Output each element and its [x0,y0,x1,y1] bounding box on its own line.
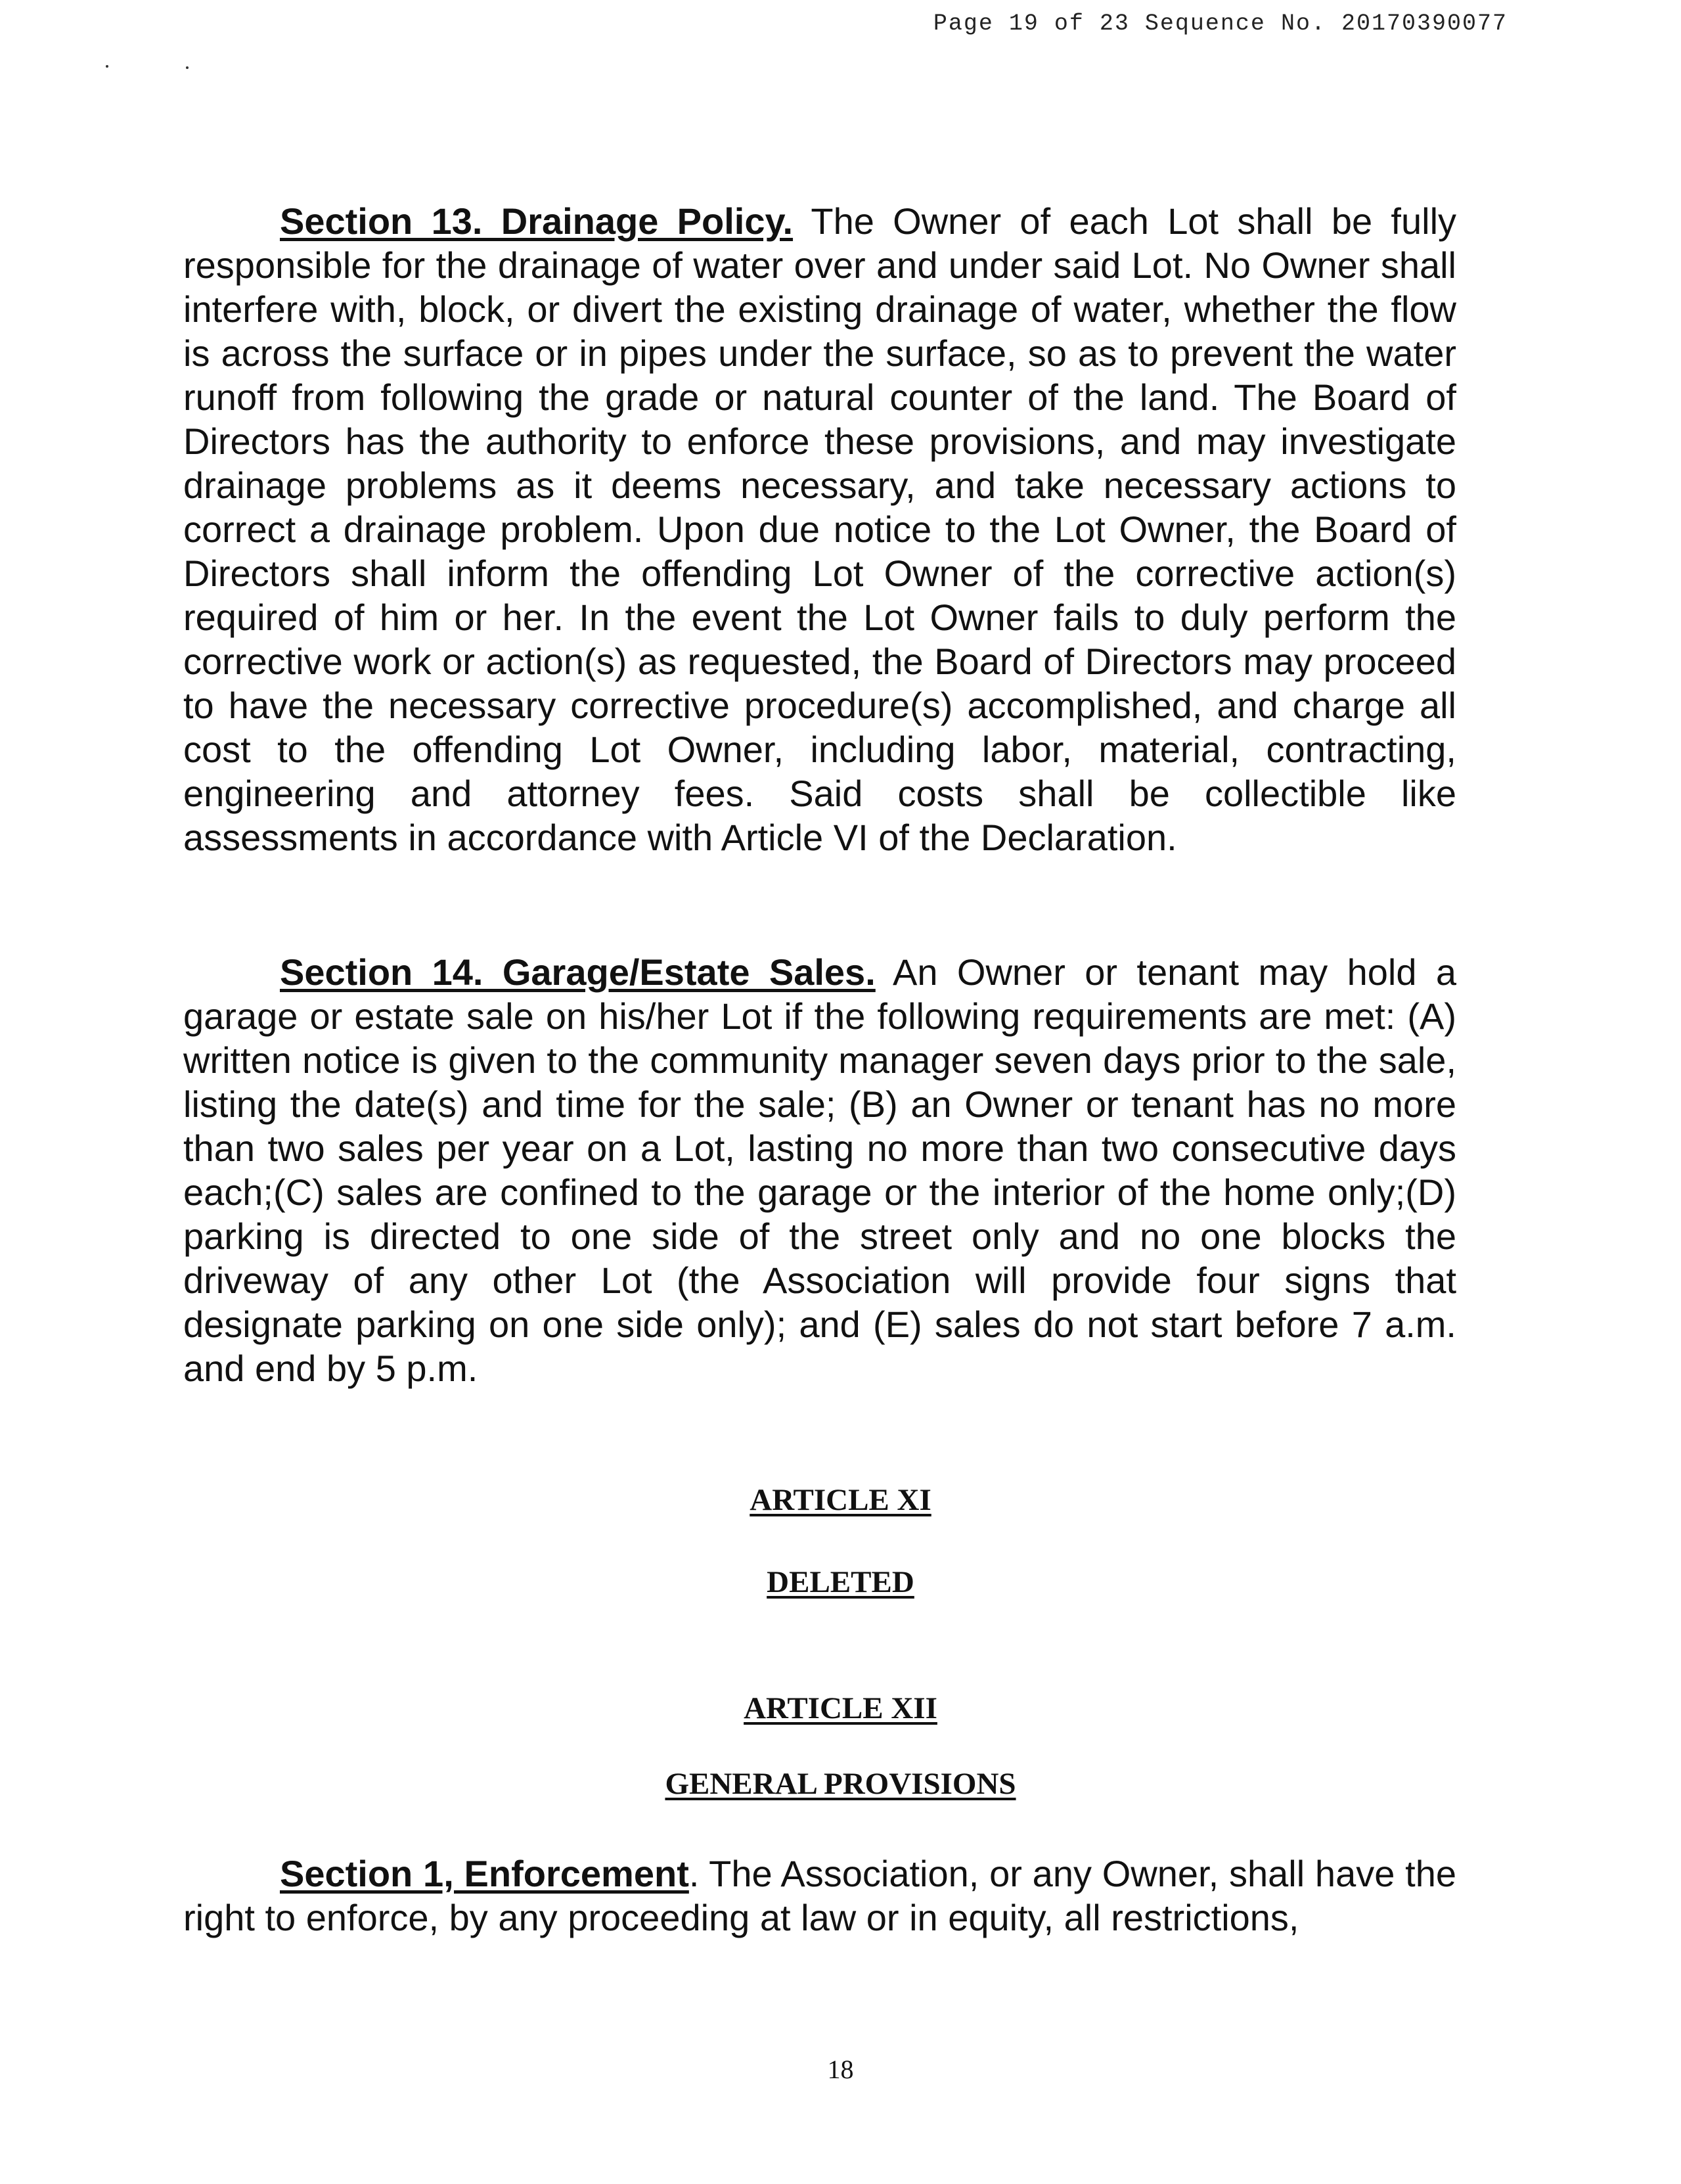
section-1-enforcement [183,1852,1456,1940]
section-14-garage-estate-sales [183,950,1456,1390]
article-xi-number: ARTICLE XI [750,1483,931,1517]
page-number: 18 [827,2055,854,2084]
section-body: An Owner or tenant may hold a garage or estate sale on his/her Lot if the following requirements are met: (A) written notice is given to the community manager seven days prior to the sale, listing the date(s) and time for the sale; (B) an Owner or tenant has no more than two sales per year on a Lot, lasting no more than two consecutive days each;(C) sales are confined to the garage or the interior of the home only;(D) parking is directed to one side of the street only and no one blocks the driveway of any other Lot (the Association will provide four signs that designate parking on one side only); and (E) sales do not start before 7 a.m. and end by 5 p.m. [183,951,1456,1389]
scan-speck [106,65,108,68]
page-header-stamp: Page 19 of 23 Sequence No. 20170390077 [933,11,1508,37]
article-xii-heading: GENERAL PROVISIONS [665,1767,1016,1801]
article-xi-heading: DELETED [767,1565,914,1599]
section-body: . The Association, or any Owner, shall have the right to enforce, by any proceeding at law or in equity, all restrictions, [183,1853,1456,1938]
section-title: Section 14. Garage/Estate Sales. [280,951,876,993]
article-xii-number: ARTICLE XII [744,1691,937,1725]
scan-speck [186,66,189,69]
section-13-drainage-policy [183,199,1456,859]
section-body: The Owner of each Lot shall be fully responsible for the drainage of water over and under said Lot. No Owner shall interfere with, block, or divert the existing drainage of water, whether the flow is across the surface or in pipes under the surface, so as to prevent the water runoff from following the grade or natural counter of the land. The Board of Directors has the authority to enforce these provisions, and may investigate drainage problems as it deems necessary, and take necessary actions to correct a drainage problem. Upon due notice to the Lot Owner, the Board of Directors shall inform the offending Lot Owner of the corrective action(s) required of him or her. In the event the Lot Owner fails to duly perform the corrective work or action(s) as requested, the Board of Directors may proceed to have the necessary corrective procedure(s) accomplished, and charge all cost to the offending Lot Owner, including labor, material, contracting, engineering and attorney fees. Said costs shall be collectible like assessments in accordance with Article VI of the Declaration. [183,200,1457,858]
section-title: Section 1, Enforcement [280,1853,689,1894]
section-title: Section 13. Drainage Policy. [280,200,794,242]
